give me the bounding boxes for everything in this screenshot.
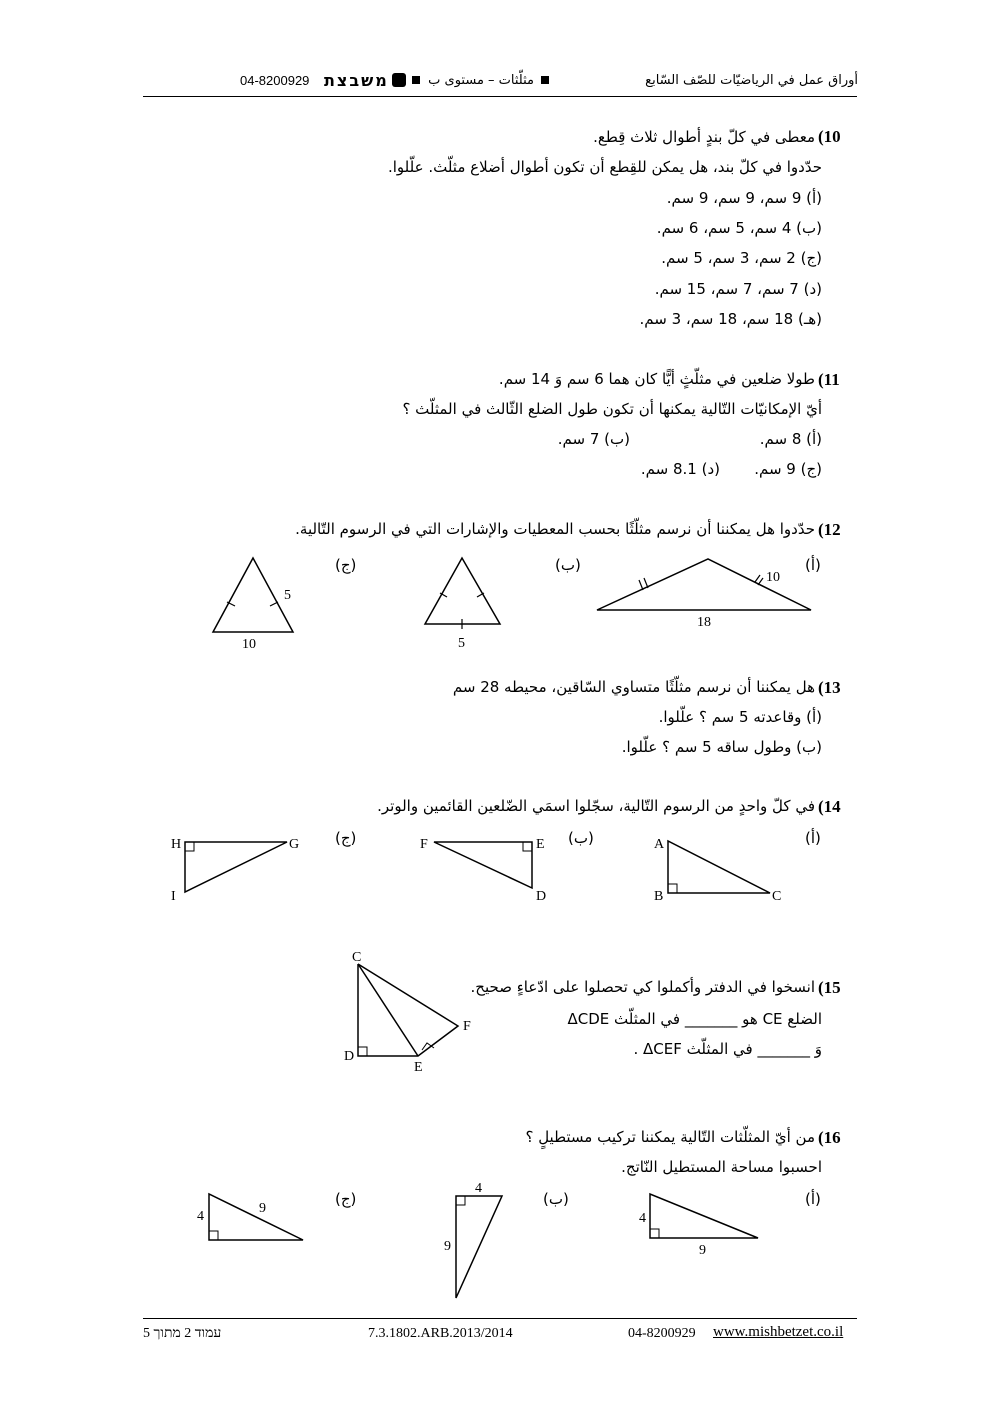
q12-label-c: (ج) bbox=[335, 556, 357, 574]
q12-number: (12 bbox=[818, 520, 841, 539]
q16-a-height-label: 4 bbox=[639, 1211, 646, 1226]
q10-title: معطى في كلّ بندٍ أطوال ثلاث قِطع. bbox=[593, 128, 815, 146]
q15-title: انسخوا في الدفتر وأكملوا كي تحصلوا على ادّعاءٍ صحيح. bbox=[470, 978, 815, 996]
q11-option-d: (د) 8.1 سم. bbox=[640, 460, 720, 478]
q16-number: (16 bbox=[818, 1128, 841, 1147]
q15-point-E: E bbox=[414, 1060, 423, 1075]
q14-triangle-c bbox=[171, 837, 299, 904]
q14-a-point-C: C bbox=[772, 889, 782, 904]
q14-triangle-b bbox=[420, 837, 546, 904]
footer-rule bbox=[143, 1318, 857, 1319]
q16-a-width-label: 9 bbox=[699, 1243, 706, 1258]
q12-triangle-c bbox=[213, 558, 293, 652]
q14-label-c: (ج) bbox=[335, 829, 357, 847]
q14-c-point-G: G bbox=[289, 837, 300, 852]
q12-a-side-label: 10 bbox=[766, 570, 780, 585]
q15-line-2: وَ _______ في المثلّث ΔCEF . bbox=[633, 1040, 822, 1058]
q14-c-point-H: H bbox=[171, 837, 182, 852]
q16-label-b: (ب) bbox=[543, 1190, 569, 1208]
q14-number: (14 bbox=[818, 797, 841, 816]
q14-label-b: (ب) bbox=[568, 829, 594, 847]
header-title: أوراق عمل في الرياضيّات للصّف السّابع bbox=[645, 73, 858, 88]
q11-question: أيّ الإمكانيّات التّالية يمكنها أن تكون طول الضلع الثّالث في المثلّث ؟ bbox=[402, 400, 822, 418]
q10-instruction: حدّدوا في كلّ بند، هل يمكن للقِطع أن تكون أطوال أضلاع مثلّث. علّلوا. bbox=[388, 158, 822, 176]
q16-b-top-label: 4 bbox=[475, 1181, 482, 1196]
q14-b-point-D: D bbox=[536, 889, 547, 904]
q10-item-e: (هـ) 18 سم، 18 سم، 3 سم. bbox=[639, 310, 822, 328]
q16-triangle-b bbox=[444, 1181, 502, 1298]
q11-number: (11 bbox=[818, 370, 840, 389]
q10-number: (10 bbox=[818, 127, 841, 146]
q15-figure bbox=[344, 950, 471, 1075]
q11-option-c: (ج) 9 سم. bbox=[754, 460, 822, 478]
q12-a-base-label: 18 bbox=[697, 615, 711, 630]
q14-triangle-a bbox=[654, 837, 781, 904]
q14-b-point-F: F bbox=[420, 837, 428, 852]
q13-number: (13 bbox=[818, 678, 841, 697]
q12-triangle-a bbox=[597, 559, 811, 630]
q14-c-point-I: I bbox=[171, 889, 176, 904]
q12-label-a: (أ) bbox=[805, 556, 821, 574]
q15-point-F: F bbox=[463, 1019, 471, 1034]
q14-a-point-A: A bbox=[654, 837, 665, 852]
q10-item-a: (أ) 9 سم، 9 سم، 9 سم. bbox=[666, 189, 822, 207]
q14-label-a: (أ) bbox=[805, 829, 821, 847]
header-topic: مثلّثات – مستوى ب bbox=[428, 73, 534, 88]
q16-triangle-a bbox=[639, 1194, 758, 1258]
footer-code: 7.3.1802.ARB.2013/2014 bbox=[368, 1326, 513, 1341]
q11-option-a: (أ) 8 سم. bbox=[759, 430, 822, 448]
q12-triangle-b bbox=[425, 558, 500, 651]
q16-c-height-label: 4 bbox=[197, 1209, 204, 1224]
q13-title: هل يمكننا أن نرسم مثلّثًا متساوي السّاقين، محيطه 28 سم bbox=[452, 678, 815, 696]
q13-item-b: (ب) وطول ساقه 5 سم ؟ علّلوا. bbox=[621, 738, 822, 756]
q10-item-d: (د) 7 سم، 7 سم، 15 سم. bbox=[654, 280, 822, 298]
q10-item-c: (ج) 2 سم، 3 سم، 5 سم. bbox=[661, 249, 822, 267]
q11-option-b: (ب) 7 سم. bbox=[557, 430, 630, 448]
header-phone: 04-8200929 bbox=[240, 73, 310, 88]
q14-a-point-B: B bbox=[654, 889, 664, 904]
q16-b-side-label: 9 bbox=[444, 1239, 451, 1254]
q12-c-base-label: 10 bbox=[242, 637, 256, 652]
q16-instruction: احسبوا مساحة المستطيل النّاتج. bbox=[621, 1158, 822, 1176]
q16-triangle-c bbox=[197, 1194, 303, 1240]
q14-b-point-E: E bbox=[536, 837, 545, 852]
q16-title: من أيّ المثلّثات التّالية يمكننا تركيب مستطيلٍ ؟ bbox=[525, 1128, 815, 1146]
footer-page: עמוד 2 מתוך 5 bbox=[143, 1326, 222, 1341]
q15-number: (15 bbox=[818, 978, 841, 997]
q16-label-c: (ج) bbox=[335, 1190, 357, 1208]
q16-c-hyp-label: 9 bbox=[259, 1201, 266, 1216]
q11-title: طولا ضلعين في مثلّثٍ أيًّا كان هما 6 سم وَ 14 سم. bbox=[498, 370, 815, 388]
header-brand: משבצת bbox=[324, 71, 389, 90]
q12-label-b: (ب) bbox=[555, 556, 581, 574]
q15-point-C: C bbox=[352, 950, 362, 965]
q16-label-a: (أ) bbox=[805, 1190, 821, 1208]
q10-item-b: (ب) 4 سم، 5 سم، 6 سم. bbox=[656, 219, 822, 237]
q15-point-D: D bbox=[344, 1049, 355, 1064]
q14-title: في كلّ واحدٍ من الرسوم التّالية، سجّلوا اسمَي الضّلعين القائمين والوتر. bbox=[377, 797, 815, 815]
footer-phone: 04-8200929 bbox=[628, 1326, 696, 1341]
q12-c-side-label: 5 bbox=[284, 588, 291, 603]
footer-site-link[interactable]: www.mishbetzet.co.il bbox=[713, 1324, 844, 1340]
q12-title: حدّدوا هل يمكننا أن نرسم مثلّثًا بحسب المعطيات والإشارات التي في الرسوم التّالية. bbox=[295, 520, 815, 538]
q15-line-1: الضلع CE هو _______ في المثلّث ΔCDE bbox=[567, 1010, 822, 1028]
q13-item-a: (أ) وقاعدته 5 سم ؟ علّلوا. bbox=[658, 708, 822, 726]
q12-b-base-label: 5 bbox=[458, 636, 465, 651]
